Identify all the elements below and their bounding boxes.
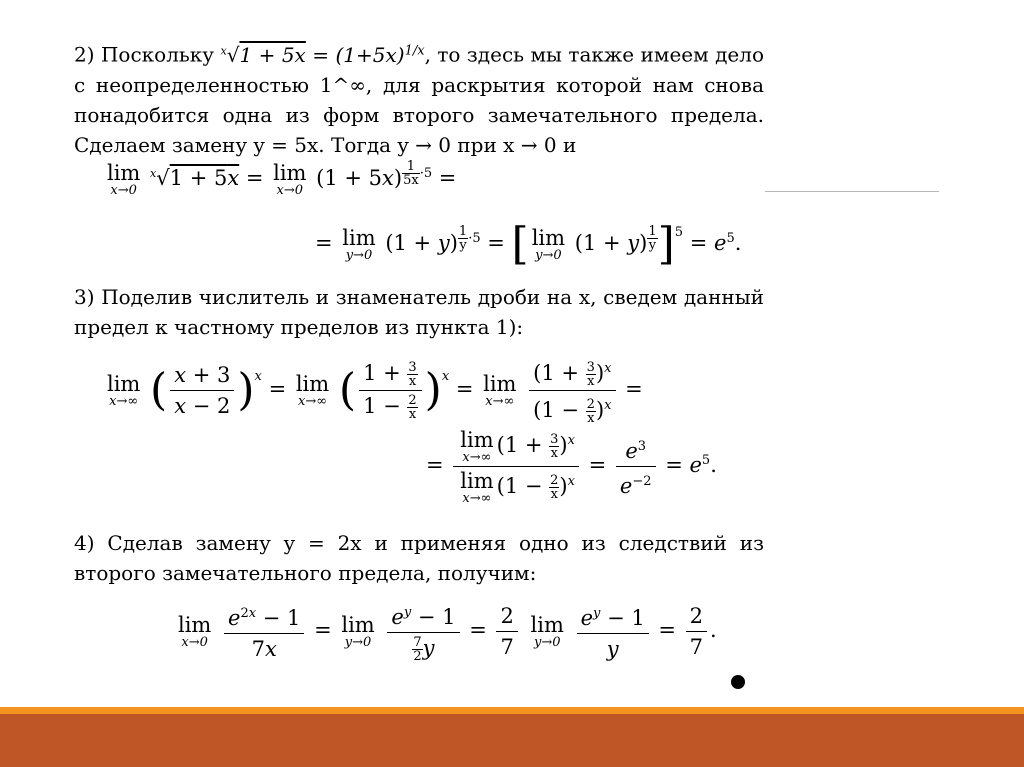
section-2-inline-formula: $^x√1 + 5x = (1+5x)^{1/x}$ [220, 42, 425, 67]
section-3-paragraph: 3) Поделив числитель и знаменатель дроби на x, сведем данный предел к частному пределов из пункта 1): [74, 285, 764, 339]
section-3-equation-1: lim x→∞ ( $\frac{x + 3}{x - 2}$ )$^x$ = lim x→∞ ( 1 + $\frac{3}{x}$ 1 − $\frac{2}{x}$ )$^x$ = lim x→∞ (1 + $\frac{3}{x}$ )$^x$ (1 − $\frac{2}{x}$ )$^x$ = [104, 356, 643, 425]
section-2-equation-1: lim x→0 $^x$√1 + 5x = lim x→0 (1 + 5x) $^{\frac{1}{5x} \cdot 5}$ = [107, 159, 457, 198]
section-2-text-rest: , то здесь мы также имеем дело с неопределенностью 1^∞, для раскрытия которой нам снова понадобится одна из форм второго замечательного предела. Сделаем замену y = 5x. Тогда y → 0 при x → 0 и [74, 42, 765, 157]
decorative-divider-line [765, 191, 939, 192]
footer-accent-stripe [0, 707, 1024, 714]
bullet-dot [731, 675, 745, 689]
footer-bar [0, 714, 1024, 767]
section-4-paragraph: 4) Сделав замену y = 2x и применяя одно из следствий из второго замечательного предела, получим: [74, 531, 764, 585]
section-2-text-start: 2) Поскольку [74, 42, 215, 67]
section-3-equation-2: = lim x→∞ (1 + $\frac{3}{x}$ )$^x$ lim x→∞ (1 − $\frac{2}{x}$ )$^x$ = $\frac{e^3}{e^{-2}}$ = $e^5$. [426, 428, 717, 506]
section-4-equation: lim x→0 $\frac{e^{2x} - 1}{7x}$ = lim y→0 $e^y - 1$ $\frac{7}{2}$ y = $\frac{2}{7}$ lim y→0 $\frac{e^y - 1}{y}$ = $\frac{2}{7}$ . [175, 600, 717, 663]
section-2-equation-2: = lim y→0 (1 + y) $^{\frac{1}{y} \cdot 5}$ = [ lim y→0 (1 + y) $^{\frac{1}{y}}$ ]$^5 = e^5$. [315, 218, 742, 270]
section-2-paragraph [74, 36, 764, 160]
